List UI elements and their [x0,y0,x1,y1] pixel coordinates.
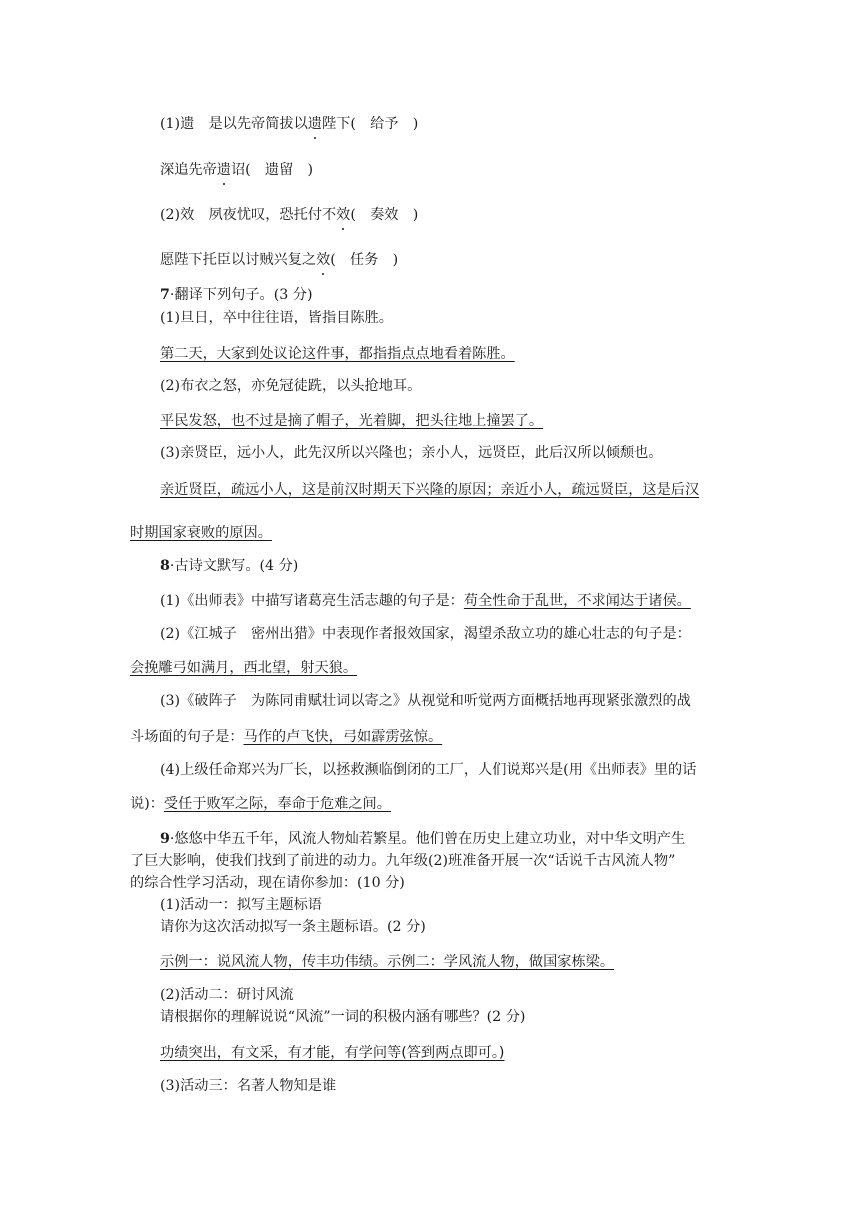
emphasis-char: 效 [336,207,351,223]
q8-1-answer: 苟全性命于乱世，不求闻达于诸侯。 [463,593,691,609]
q6-3-text-post: ( [350,207,371,223]
q7-number: 7 [160,287,170,303]
q6-1-end: ) [398,116,419,132]
q6-line-4 [160,250,398,270]
q9-intro-line-3: 的综合性学习活动，现在请你参加：(10 分) [130,875,405,891]
q9-activity-1-question: 请你为这次活动拟写一条主题标语。(2 分) [160,919,426,935]
q6-1-text: (1)遗 是以先帝简拔以 [160,116,308,132]
q7-answer-3-line-1: 亲近贤臣，疏远小人，这是前汉时期天下兴隆的原因；亲近小人，疏远贤臣，这是后汉 [160,482,700,498]
q8-2-answer: 会挽雕弓如满月，西北望，射天狼。 [130,660,358,676]
q6-1-answer: 给予 [370,116,399,132]
q9-activity-2: (2)活动二：研讨风流 [160,987,294,1003]
q7-answer-3-line-2: 时期国家衰败的原因。 [130,525,272,541]
q8-item-4-line-1: (4)上级任命郑兴为厂长，以拯救濒临倒闭的工厂，人们说郑兴是(用《出师表》里的话 [160,762,697,778]
q8-title: ·古诗文默写。(4 分) [169,558,299,574]
q8-item-2: (2)《江城子 密州出猎》中表现作者报效国家，渴望杀敌立功的雄心壮志的句子是： [160,626,691,642]
emphasis-char: 遗 [307,116,322,132]
q6-line-1 [160,114,418,134]
q6-2-text: 深追先帝 [160,162,217,178]
q9-activity-1-answer: 示例一：说风流人物，传丰功伟绩。示例二：学风流人物，做国家栋梁。 [160,954,615,970]
q8-1-prompt: (1)《出师表》中描写诸葛亮生活志趣的句子是： [160,593,464,609]
q8-4-answer: 受任于败军之际，奉命于危难之间。 [163,796,391,812]
q7-sentence-2: (2)布衣之怒，亦免冠徒跣，以头抢地耳。 [160,378,422,394]
q8-item-4-line-2 [130,794,391,814]
q8-3-prompt: 斗场面的句子是： [130,729,244,745]
q8-3-answer: 马作的卢飞快，弓如霹雳弦惊。 [243,729,443,745]
q8-item-1 [160,591,691,611]
q6-4-end: ) [378,252,399,268]
q6-1-text-post: 陛下( [322,116,371,132]
q6-line-2 [160,160,313,180]
q6-2-text-post: 诏( [230,162,265,178]
q8-item-3-line-1: (3)《破阵子 为陈同甫赋壮词以寄之》从视觉和听觉两方面概括地再现紧张激烈的战 [160,693,691,709]
q7-answer-2: 平民发怒，也不过是摘了帽子，光着脚，把头往地上撞罢了。 [160,413,544,429]
q7-sentence-1: (1)旦日，卒中往往语，皆指目陈胜。 [160,310,393,326]
q7-heading [160,285,313,305]
q6-4-answer: 任务 [350,252,379,268]
q6-4-text: 愿陛下托臣以讨贼兴复之 [160,252,317,268]
q9-intro-line-1 [160,829,685,849]
q6-3-end: ) [398,207,419,223]
q8-number: 8 [160,558,170,574]
q6-2-answer: 遗留 [264,162,294,178]
q9-intro-1: ·悠悠中华五千年，风流人物灿若繁星。他们曾在历史上建立功业，对中华文明产生 [169,831,686,847]
q9-activity-2-question: 请根据你的理解说说“风流”一词的积极内涵有哪些？(2 分) [160,1009,526,1025]
q8-4-prompt: 说)： [130,796,164,812]
q9-activity-1: (1)活动一：拟写主题标语 [160,897,322,913]
q6-2-end: ) [293,162,314,178]
q8-item-3-line-2 [130,727,442,747]
q7-title: ·翻译下列句子。(3 分) [169,287,313,303]
emphasis-char: 遗 [216,162,231,178]
emphasis-char: 效 [316,252,331,268]
q7-answer-1: 第二天，大家到处议论这件事，都指指点点地看着陈胜。 [160,346,515,362]
q9-intro-line-2: 了巨大影响，使我们找到了前进的动力。九年级(2)班准备开展一次“话说千古风流人物” [130,853,676,869]
q6-3-answer: 奏效 [370,207,399,223]
q6-3-text: (2)效 夙夜忧叹，恐托付不 [160,207,337,223]
q7-sentence-3: (3)亲贤臣，远小人，此先汉所以兴隆也；亲小人，远贤臣，此后汉所以倾颓也。 [160,445,663,461]
q6-4-text-post: ( [330,252,351,268]
q9-activity-2-answer: 功绩突出，有文采，有才能，有学问等(答到两点即可。) [160,1045,505,1061]
q9-number: 9 [160,831,170,847]
q9-activity-3: (3)活动三：名著人物知是谁 [160,1078,337,1094]
q8-heading [160,556,298,576]
q6-line-3 [160,205,418,225]
